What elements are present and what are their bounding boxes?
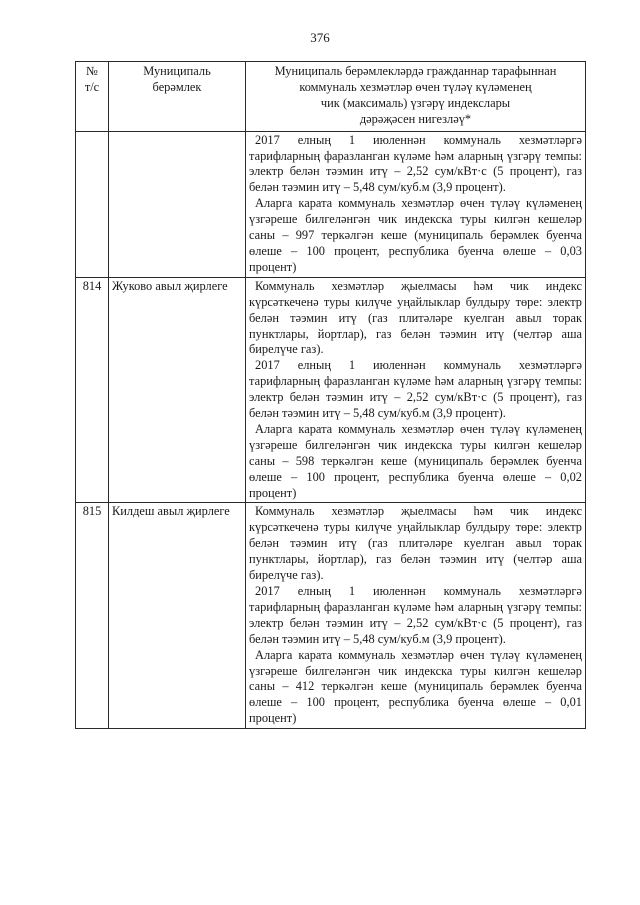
row-paragraph: 2017 елның 1 июленнән коммуналь хезмәтләргә тарифларның фаразланган күләме һәм аларның үзгәрү темпы: электр белән тәэмин итү – 2,52 сум/кВт·с (5 процент), газ белән тәэмин итү – 5,48 сум/куб.м (3,9 процент). bbox=[249, 584, 582, 646]
row-paragraph: 2017 елның 1 июленнән коммуналь хезмәтләргә тарифларның фаразланган күләме һәм аларның үзгәрү темпы: электр белән тәэмин итү – 2,52 сум/кВт·с (5 процент), газ белән тәэмин итү – 5,48 сум/куб.м (3,9 процент). bbox=[249, 358, 582, 421]
row-paragraph: 2017 елның 1 июленнән коммуналь хезмәтләргә тарифларның фаразланган күләме һәм аларның үзгәрү темпы: электр белән тәэмин итү – 2,52 сум/кВт·с (5 процент), газ белән тәэмин итү – 5,48 сум/куб.м (3,9 процент). bbox=[249, 132, 582, 195]
table-header-row bbox=[76, 62, 586, 132]
header-description-line: Муниципаль берәмлекләрдә гражданнар тарафыннан bbox=[274, 64, 557, 78]
row-paragraph: Аларга карата коммуналь хезмәтләр өчен түләү күләменең үзгәреше билгеләнгән чик индекска туры килгән кешеләр саны – 598 теркәлгән кеше (муниципаль берәмлек буенча өлеше – 100 процент, республика буенча өлеше – 0,02 процент) bbox=[249, 421, 582, 500]
header-municipality-line: берәмлек bbox=[152, 79, 202, 94]
header-number-line: № bbox=[86, 64, 98, 78]
header-description-line: чик (максималь) үзгәрү индекслары bbox=[320, 95, 511, 110]
row-description bbox=[246, 503, 586, 729]
header-description-line: коммуналь хезмәтләр өчен түләү күләменең bbox=[299, 79, 532, 94]
header-number-line: т/с bbox=[84, 79, 100, 94]
row-paragraph: Аларга карата коммуналь хезмәтләр өчен түләү күләменең үзгәреше билгеләнгән чик индекска туры килгән кешеләр саны – 997 теркәлгән кеше (муниципаль берәмлек буенча өлеше – 100 процент, республика буенча өлеше – 0,03 процент) bbox=[249, 196, 582, 274]
row-description bbox=[246, 277, 586, 503]
page-number: 376 bbox=[310, 30, 330, 45]
header-description bbox=[246, 62, 586, 132]
row-description bbox=[246, 131, 586, 277]
header-number bbox=[76, 62, 109, 132]
tariff-index-table bbox=[75, 61, 586, 729]
table-row bbox=[76, 277, 586, 503]
header-municipality-line: Муниципаль bbox=[143, 64, 211, 78]
row-number: 815 bbox=[76, 503, 109, 729]
row-number: 814 bbox=[76, 277, 109, 503]
row-municipality: Килдеш авыл җирлеге bbox=[109, 503, 246, 729]
row-paragraph: Аларга карата коммуналь хезмәтләр өчен түләү күләменең үзгәреше билгеләнгән чик индекска туры килгән кешеләр саны – 412 теркәлгән кеше (муниципаль берәмлек буенча өлеше – 100 процент, республика буенча өлеше – 0,01 процент) bbox=[249, 647, 582, 726]
row-paragraph: Коммуналь хезмәтләр җыелмасы һәм чик индекс күрсәткеченә туры килүче уңайлыклар булдыру төре: электр белән тәэмин итү (газ плитәләре куелган авыл торак пунктлары, йортлар), газ белән тәэмин итү (челтәр аша бирелүче газ). bbox=[249, 504, 582, 583]
table-row bbox=[76, 131, 586, 277]
table-row bbox=[76, 503, 586, 729]
row-municipality bbox=[109, 131, 246, 277]
row-municipality: Жуково авыл җирлеге bbox=[109, 277, 246, 503]
row-paragraph: Коммуналь хезмәтләр җыелмасы һәм чик индекс күрсәткеченә туры килүче уңайлыклар булдыру төре: электр белән тәэмин итү (газ плитәләре куелган авыл торак пунктлары, йортлар), газ белән тәэмин итү (челтәр аша бирелүче газ). bbox=[249, 278, 582, 357]
header-municipality bbox=[109, 62, 246, 132]
header-description-line: дәрәҗәсен нигезләү* bbox=[359, 111, 472, 126]
row-number bbox=[76, 131, 109, 277]
